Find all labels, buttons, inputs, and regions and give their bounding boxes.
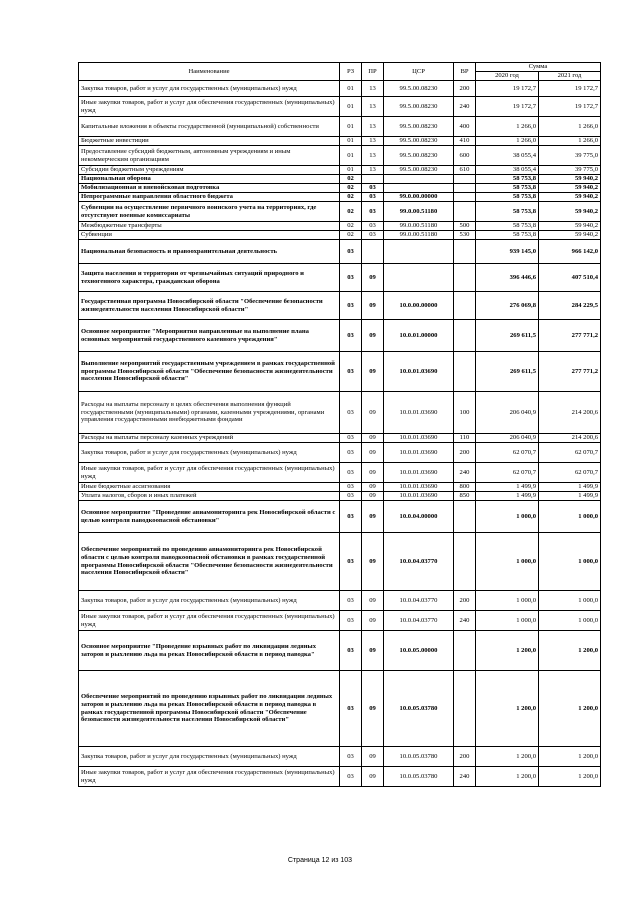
cell-2020: 1 000,0: [476, 501, 539, 533]
cell-rz: 03: [340, 533, 362, 591]
cell-rz: 01: [340, 166, 362, 175]
cell-name: Обеспечение мероприятий по проведению взрывных работ по ликвидации ледяных заторов и рыхлению льда на реках Новосибирской области в период паводка в рамках государственной программы Новосибирской области "Обеспечение безопасности жизнедеятельности населения Новосибирской области": [79, 671, 340, 747]
cell-csr: 99.5.00.08230: [384, 146, 454, 166]
cell-name: Капитальные вложения в объекты государственной (муниципальной) собственности: [79, 117, 340, 137]
cell-csr: 10.0.04.03770: [384, 611, 454, 631]
cell-pr: 13: [362, 117, 384, 137]
cell-name: Защита населения и территории от чрезвычайных ситуаций природного и техногенного характера, гражданская оборона: [79, 264, 340, 292]
cell-csr: 10.0.04.00000: [384, 501, 454, 533]
table-row: [79, 202, 601, 222]
cell-rz: 03: [340, 392, 362, 434]
cell-csr: 10.0.04.03770: [384, 591, 454, 611]
budget-sheet: [78, 62, 600, 787]
cell-vr: 200: [454, 591, 476, 611]
cell-pr: 13: [362, 137, 384, 146]
cell-2021: 1 000,0: [539, 501, 601, 533]
cell-rz: 02: [340, 175, 362, 184]
table-row: [79, 463, 601, 483]
table-row: [79, 292, 601, 320]
cell-csr: 99.0.00.51180: [384, 231, 454, 240]
cell-rz: 01: [340, 117, 362, 137]
cell-2021: 1 000,0: [539, 591, 601, 611]
cell-rz: 03: [340, 631, 362, 671]
cell-rz: 01: [340, 97, 362, 117]
table-row: [79, 392, 601, 434]
cell-pr: 09: [362, 483, 384, 492]
cell-pr: 09: [362, 591, 384, 611]
cell-pr: 13: [362, 166, 384, 175]
cell-rz: 03: [340, 767, 362, 787]
col-header-sum: Сумма: [476, 63, 601, 72]
cell-name: Закупка товаров, работ и услуг для государственных (муниципальных) нужд: [79, 591, 340, 611]
cell-name: Мобилизационная и вневойсковая подготовка: [79, 184, 340, 193]
cell-rz: 03: [340, 591, 362, 611]
cell-csr: 10.0.01.03690: [384, 463, 454, 483]
cell-2021: 62 070,7: [539, 443, 601, 463]
cell-rz: 03: [340, 320, 362, 352]
cell-2020: 269 611,5: [476, 320, 539, 352]
cell-name: Расходы на выплаты персоналу казенных учреждений: [79, 434, 340, 443]
cell-pr: 09: [362, 671, 384, 747]
cell-rz: 03: [340, 264, 362, 292]
cell-name: Иные бюджетные ассигнования: [79, 483, 340, 492]
cell-csr: 99.5.00.08230: [384, 97, 454, 117]
page-number: Страница 12 из 103: [287, 857, 353, 864]
cell-2021: 1 000,0: [539, 533, 601, 591]
cell-pr: 03: [362, 231, 384, 240]
cell-csr: 10.0.01.00000: [384, 320, 454, 352]
cell-vr: 410: [454, 137, 476, 146]
cell-pr: 09: [362, 392, 384, 434]
cell-name: Иные закупки товаров, работ и услуг для обеспечения государственных (муниципальных) нужд: [79, 611, 340, 631]
cell-2021: 59 940,2: [539, 231, 601, 240]
cell-2020: 396 446,6: [476, 264, 539, 292]
cell-2021: 59 940,2: [539, 175, 601, 184]
cell-name: Иные закупки товаров, работ и услуг для обеспечения государственных (муниципальных) нужд: [79, 97, 340, 117]
col-header-csr: ЦСР: [384, 63, 454, 81]
cell-2021: 1 266,0: [539, 137, 601, 146]
cell-csr: 10.0.04.03770: [384, 533, 454, 591]
cell-name: Субвенции: [79, 231, 340, 240]
cell-2020: 1 200,0: [476, 747, 539, 767]
cell-2021: 1 200,0: [539, 747, 601, 767]
cell-csr: 99.5.00.08230: [384, 117, 454, 137]
cell-2021: 59 940,2: [539, 184, 601, 193]
table-row: [79, 611, 601, 631]
cell-2020: 1 200,0: [476, 767, 539, 787]
cell-2020: 38 055,4: [476, 146, 539, 166]
cell-2021: 1 499,9: [539, 483, 601, 492]
cell-rz: 01: [340, 81, 362, 97]
cell-2020: 62 070,7: [476, 443, 539, 463]
cell-2020: 269 611,5: [476, 352, 539, 392]
cell-vr: 530: [454, 231, 476, 240]
cell-pr: [362, 175, 384, 184]
cell-pr: 09: [362, 352, 384, 392]
cell-name: Межбюджетные трансферты: [79, 222, 340, 231]
cell-vr: [454, 292, 476, 320]
cell-pr: 09: [362, 747, 384, 767]
table-row: [79, 184, 601, 193]
cell-rz: 03: [340, 443, 362, 463]
cell-2021: 19 172,7: [539, 97, 601, 117]
cell-rz: 03: [340, 747, 362, 767]
cell-csr: 99.5.00.08230: [384, 166, 454, 175]
cell-pr: 09: [362, 767, 384, 787]
cell-rz: 03: [340, 352, 362, 392]
cell-vr: 850: [454, 492, 476, 501]
cell-csr: 99.0.00.51180: [384, 222, 454, 231]
cell-pr: 09: [362, 533, 384, 591]
cell-2020: 939 145,0: [476, 240, 539, 264]
cell-2021: 62 070,7: [539, 463, 601, 483]
cell-rz: 03: [340, 483, 362, 492]
cell-csr: 10.0.01.03690: [384, 443, 454, 463]
cell-rz: 03: [340, 671, 362, 747]
table-row: [79, 533, 601, 591]
cell-2020: 1 499,9: [476, 483, 539, 492]
cell-vr: 400: [454, 117, 476, 137]
cell-name: Закупка товаров, работ и услуг для государственных (муниципальных) нужд: [79, 443, 340, 463]
cell-pr: 09: [362, 443, 384, 463]
cell-csr: 10.0.05.03780: [384, 747, 454, 767]
cell-pr: 13: [362, 81, 384, 97]
cell-vr: [454, 352, 476, 392]
cell-csr: 10.0.01.03690: [384, 352, 454, 392]
cell-2021: 1 200,0: [539, 671, 601, 747]
table-row: [79, 591, 601, 611]
cell-2021: 214 200,6: [539, 434, 601, 443]
cell-pr: 09: [362, 434, 384, 443]
cell-vr: [454, 193, 476, 202]
cell-rz: 03: [340, 501, 362, 533]
cell-rz: 02: [340, 222, 362, 231]
cell-2021: 1 000,0: [539, 611, 601, 631]
cell-csr: 10.0.01.03690: [384, 483, 454, 492]
cell-2021: 277 771,2: [539, 320, 601, 352]
cell-name: Основное мероприятие "Проведение авиамониторинга рек Новосибирской области с целью контроля паводкоопасной обстановки": [79, 501, 340, 533]
cell-csr: 99.0.00.00000: [384, 193, 454, 202]
cell-vr: 500: [454, 222, 476, 231]
table-row: [79, 483, 601, 492]
cell-vr: 240: [454, 463, 476, 483]
cell-rz: 03: [340, 434, 362, 443]
cell-2021: 39 775,0: [539, 146, 601, 166]
cell-name: Основное мероприятие "Проведение взрывных работ по ликвидации ледяных заторов и рыхлению льда на реках Новосибирской области в период паводка": [79, 631, 340, 671]
cell-name: Закупка товаров, работ и услуг для государственных (муниципальных) нужд: [79, 81, 340, 97]
cell-2020: 1 000,0: [476, 611, 539, 631]
cell-csr: 10.0.01.03690: [384, 434, 454, 443]
table-body: [79, 81, 601, 787]
cell-2020: 19 172,7: [476, 81, 539, 97]
table-row: [79, 222, 601, 231]
cell-rz: 03: [340, 492, 362, 501]
cell-2021: 59 940,2: [539, 222, 601, 231]
cell-pr: 13: [362, 97, 384, 117]
cell-name: Выполнение мероприятий государственным учреждением в рамках государственной программы Новосибирской области "Обеспечение безопасности жизнедеятельности населения Новосибирской области": [79, 352, 340, 392]
cell-pr: 03: [362, 193, 384, 202]
cell-2020: 19 172,7: [476, 97, 539, 117]
budget-table: [78, 62, 601, 787]
cell-2020: 1 266,0: [476, 137, 539, 146]
cell-vr: 800: [454, 483, 476, 492]
cell-csr: [384, 264, 454, 292]
cell-name: Уплата налогов, сборов и иных платежей: [79, 492, 340, 501]
cell-name: Основное мероприятие "Мероприятия направленные на выполнение плана основных мероприятий государственного казенного учреждения": [79, 320, 340, 352]
cell-name: Субсидии бюджетным учреждениям: [79, 166, 340, 175]
cell-name: Непрограммные направления областного бюджета: [79, 193, 340, 202]
cell-vr: 200: [454, 443, 476, 463]
cell-vr: [454, 175, 476, 184]
cell-2021: 284 229,5: [539, 292, 601, 320]
cell-rz: 01: [340, 137, 362, 146]
cell-csr: 10.0.05.00000: [384, 631, 454, 671]
cell-2020: 58 753,8: [476, 222, 539, 231]
col-header-2020: 2020 год: [476, 72, 539, 81]
cell-csr: [384, 184, 454, 193]
cell-vr: 240: [454, 767, 476, 787]
cell-2020: 1 200,0: [476, 631, 539, 671]
cell-vr: 240: [454, 611, 476, 631]
cell-vr: [454, 631, 476, 671]
table-row: [79, 492, 601, 501]
cell-csr: [384, 175, 454, 184]
table-row: [79, 175, 601, 184]
cell-vr: 200: [454, 747, 476, 767]
cell-vr: 110: [454, 434, 476, 443]
table-row: [79, 671, 601, 747]
cell-vr: [454, 501, 476, 533]
cell-vr: 610: [454, 166, 476, 175]
cell-pr: 09: [362, 492, 384, 501]
cell-2020: 1 266,0: [476, 117, 539, 137]
cell-2021: 1 200,0: [539, 631, 601, 671]
table-row: [79, 767, 601, 787]
col-header-2021: 2021 год: [539, 72, 601, 81]
cell-rz: 02: [340, 231, 362, 240]
table-row: [79, 137, 601, 146]
cell-pr: 13: [362, 146, 384, 166]
cell-name: Иные закупки товаров, работ и услуг для обеспечения государственных (муниципальных) нужд: [79, 463, 340, 483]
cell-2020: 58 753,8: [476, 175, 539, 184]
cell-rz: 03: [340, 463, 362, 483]
cell-2020: 1 000,0: [476, 533, 539, 591]
cell-pr: 09: [362, 320, 384, 352]
cell-rz: 02: [340, 202, 362, 222]
cell-csr: 99.5.00.08230: [384, 137, 454, 146]
table-row: [79, 193, 601, 202]
cell-csr: 10.0.00.00000: [384, 292, 454, 320]
cell-2020: 206 040,9: [476, 392, 539, 434]
cell-vr: [454, 184, 476, 193]
cell-vr: 240: [454, 97, 476, 117]
cell-2021: 39 775,0: [539, 166, 601, 175]
table-row: [79, 240, 601, 264]
cell-csr: 99.5.00.08230: [384, 81, 454, 97]
cell-vr: [454, 240, 476, 264]
cell-pr: 03: [362, 184, 384, 193]
cell-vr: 100: [454, 392, 476, 434]
cell-2021: 407 510,4: [539, 264, 601, 292]
cell-name: Расходы на выплаты персоналу в целях обеспечения выполнения функций государственными (муниципальными) органами, казенными учреждениями, органами управления государственными внебюджетными фондами: [79, 392, 340, 434]
cell-csr: 99.0.00.51180: [384, 202, 454, 222]
cell-2020: 1 200,0: [476, 671, 539, 747]
cell-pr: 09: [362, 463, 384, 483]
cell-vr: [454, 533, 476, 591]
cell-rz: 02: [340, 193, 362, 202]
cell-vr: 600: [454, 146, 476, 166]
cell-vr: [454, 202, 476, 222]
cell-name: Предоставление субсидий бюджетным, автономным учреждениям и иным некоммерческим организациям: [79, 146, 340, 166]
cell-name: Бюджетные инвестиции: [79, 137, 340, 146]
cell-2020: 58 753,8: [476, 193, 539, 202]
cell-2021: 59 940,2: [539, 202, 601, 222]
cell-vr: [454, 671, 476, 747]
cell-vr: [454, 320, 476, 352]
cell-name: Иные закупки товаров, работ и услуг для обеспечения государственных (муниципальных) нужд: [79, 767, 340, 787]
table-row: [79, 146, 601, 166]
cell-2020: 38 055,4: [476, 166, 539, 175]
col-header-pr: ПР: [362, 63, 384, 81]
table-row: [79, 352, 601, 392]
cell-2021: 1 266,0: [539, 117, 601, 137]
cell-name: Национальная безопасность и правоохранительная деятельность: [79, 240, 340, 264]
cell-pr: 03: [362, 222, 384, 231]
cell-pr: 09: [362, 292, 384, 320]
cell-csr: 10.0.01.03690: [384, 492, 454, 501]
table-row: [79, 166, 601, 175]
cell-pr: 09: [362, 501, 384, 533]
cell-2020: 206 040,9: [476, 434, 539, 443]
cell-2021: 277 771,2: [539, 352, 601, 392]
cell-pr: 09: [362, 631, 384, 671]
cell-csr: [384, 240, 454, 264]
col-header-name: Наименование: [79, 63, 340, 81]
cell-rz: 03: [340, 611, 362, 631]
cell-rz: 03: [340, 240, 362, 264]
table-row: [79, 501, 601, 533]
cell-rz: 01: [340, 146, 362, 166]
table-row: [79, 443, 601, 463]
cell-2021: 59 940,2: [539, 193, 601, 202]
cell-vr: 200: [454, 81, 476, 97]
cell-csr: 10.0.05.03780: [384, 767, 454, 787]
cell-name: Национальная оборона: [79, 175, 340, 184]
table-row: [79, 434, 601, 443]
table-row: [79, 81, 601, 97]
col-header-rz: РЗ: [340, 63, 362, 81]
cell-2021: 1 499,9: [539, 492, 601, 501]
table-row: [79, 231, 601, 240]
cell-name: Обеспечение мероприятий по проведению авиамониторинга рек Новосибирской области с целью контроля паводкоопасной обстановки в рамках государственной программы Новосибирской области "Обеспечение безопасности жизнедеятельности населения Новосибирской области": [79, 533, 340, 591]
col-header-vr: ВР: [454, 63, 476, 81]
cell-csr: 10.0.01.03690: [384, 392, 454, 434]
cell-name: Субвенции на осуществление первичного воинского учета на территориях, где отсутствуют военные комиссариаты: [79, 202, 340, 222]
cell-2021: 19 172,7: [539, 81, 601, 97]
cell-2020: 1 000,0: [476, 591, 539, 611]
cell-2020: 58 753,8: [476, 231, 539, 240]
table-row: [79, 117, 601, 137]
table-row: [79, 631, 601, 671]
cell-rz: 03: [340, 292, 362, 320]
cell-2020: 58 753,8: [476, 184, 539, 193]
cell-vr: [454, 264, 476, 292]
cell-2020: 62 070,7: [476, 463, 539, 483]
cell-csr: 10.0.05.03780: [384, 671, 454, 747]
cell-2020: 276 069,8: [476, 292, 539, 320]
cell-rz: 02: [340, 184, 362, 193]
cell-pr: 09: [362, 264, 384, 292]
cell-2020: 1 499,9: [476, 492, 539, 501]
cell-2020: 58 753,8: [476, 202, 539, 222]
table-row: [79, 747, 601, 767]
cell-pr: 09: [362, 611, 384, 631]
cell-pr: 03: [362, 202, 384, 222]
table-row: [79, 320, 601, 352]
cell-2021: 1 200,0: [539, 767, 601, 787]
cell-2021: 214 200,6: [539, 392, 601, 434]
cell-name: Государственная программа Новосибирской области "Обеспечение безопасности жизнедеятельности населения Новосибирской области": [79, 292, 340, 320]
table-row: [79, 264, 601, 292]
cell-name: Закупка товаров, работ и услуг для государственных (муниципальных) нужд: [79, 747, 340, 767]
table-row: [79, 97, 601, 117]
cell-pr: [362, 240, 384, 264]
cell-2021: 966 142,0: [539, 240, 601, 264]
